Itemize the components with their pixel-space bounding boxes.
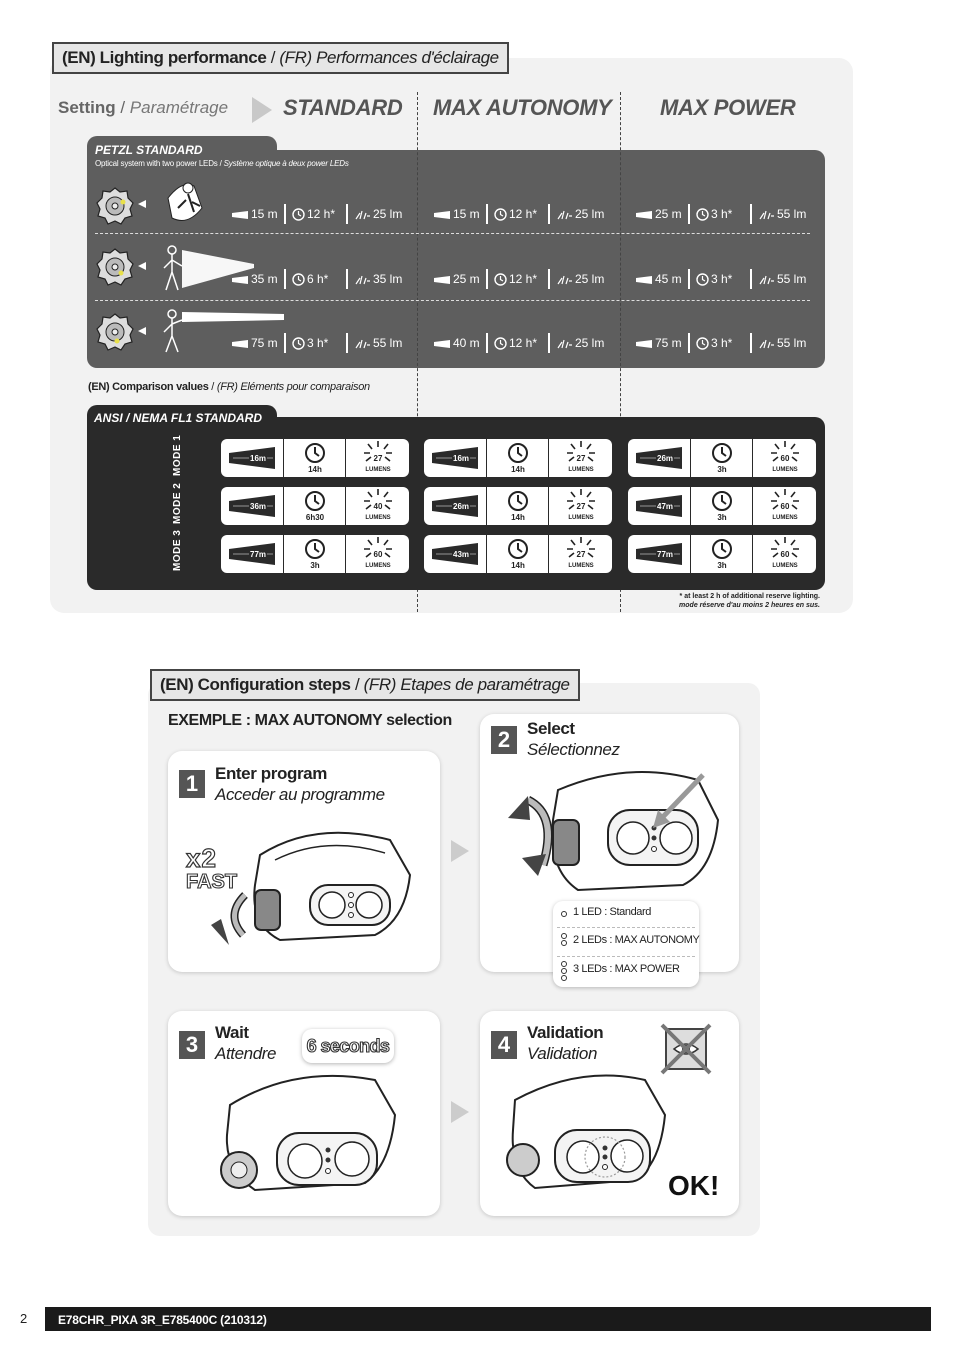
distance-value: 15 m: [232, 201, 278, 227]
led-option-3: 3 LEDs : MAX POWER: [573, 963, 680, 975]
performance-cell-group: [434, 330, 614, 356]
duration-badge: 14h: [486, 439, 549, 477]
pointer-icon: [138, 262, 146, 270]
beam-icon: [232, 211, 248, 219]
performance-cell-group: [434, 266, 614, 292]
led-separator: [557, 927, 695, 928]
clock-icon: [507, 538, 529, 560]
pointer-icon: [138, 200, 146, 208]
page-number: 2: [20, 1311, 28, 1326]
duration-value: 3 h*: [696, 266, 732, 292]
performance-cell-group: [434, 201, 614, 227]
next-step-arrow-icon: [451, 840, 469, 862]
clock-icon: [696, 337, 709, 350]
clock-icon: [292, 337, 305, 350]
ansi-badge-group: [424, 487, 612, 525]
lumen-badge: 60 LUMENS: [345, 535, 410, 573]
clock-icon: [711, 538, 733, 560]
lumen-icon: [354, 338, 370, 350]
step-1-number: 1: [179, 770, 205, 798]
distance-badge: 16m: [221, 439, 283, 477]
lamp-knob-icon: [96, 187, 134, 225]
distance-value: 45 m: [636, 266, 682, 292]
ansi-badge-group: [424, 535, 612, 573]
led-dot-icon: [561, 961, 567, 967]
play-arrow-icon: [252, 97, 272, 123]
beam-icon: [636, 211, 652, 219]
duration-value: 12 h*: [494, 330, 537, 356]
mode-heading-max-power: MAX POWER: [660, 95, 796, 120]
performance-cell-group: [232, 266, 412, 292]
distance-value: 35 m: [232, 266, 278, 292]
step-3-number: 3: [179, 1031, 205, 1059]
duration-badge: 3h: [283, 535, 346, 573]
duration-value: 12 h*: [494, 201, 537, 227]
next-step-arrow-icon: [451, 1101, 469, 1123]
lumen-value: 25 lm: [556, 266, 604, 292]
step-2-title-fr: Sélectionnez: [527, 740, 620, 759]
clock-icon: [696, 208, 709, 221]
ansi-badge-group: [221, 439, 409, 477]
lumen-icon: [556, 338, 572, 350]
lamp-knob-icon: [96, 313, 134, 351]
mode-heading-max-autonomy: MAX AUTONOMY: [433, 95, 612, 120]
clock-icon: [304, 490, 326, 512]
headlamp-illustration: [505, 1060, 675, 1205]
headlamp-illustration: [215, 1065, 425, 1205]
distance-value: 40 m: [434, 330, 480, 356]
duration-badge: 6h30: [283, 487, 346, 525]
step-2-title-en: Select: [527, 719, 575, 738]
lumen-value: 35 lm: [354, 266, 402, 292]
distance-badge: 77m: [221, 535, 283, 573]
beam-icon: [636, 276, 652, 284]
duration-value: 6 h*: [292, 266, 328, 292]
led-option-2: 2 LEDs : MAX AUTONOMY: [573, 934, 700, 946]
clock-icon: [696, 273, 709, 286]
performance-cell-group: [636, 201, 816, 227]
lumen-icon: [354, 274, 370, 286]
distance-value: 75 m: [636, 330, 682, 356]
pointer-icon: [138, 327, 146, 335]
duration-badge: 3h: [690, 535, 753, 573]
beam-icon: [434, 340, 450, 348]
performance-cell-group: [636, 330, 816, 356]
lumen-value: 25 lm: [556, 201, 604, 227]
lumen-badge: 27 LUMENS: [548, 487, 613, 525]
configuration-title: (EN) Configuration steps / (FR) Etapes de paramétrage: [150, 669, 580, 701]
beam-icon: [636, 340, 652, 348]
step-3-title-en: Wait: [215, 1023, 249, 1042]
distance-value: 25 m: [636, 201, 682, 227]
clock-icon: [507, 490, 529, 512]
beam-icon: [232, 340, 248, 348]
lumen-value: 25 lm: [556, 330, 604, 356]
led-legend-box: [553, 901, 699, 987]
step-4-number: 4: [491, 1031, 517, 1059]
ansi-badge-group: [221, 487, 409, 525]
duration-badge: 3h: [690, 487, 753, 525]
row-divider: [95, 233, 810, 234]
clock-icon: [494, 273, 507, 286]
no-look-warning-icon: [658, 1021, 714, 1077]
lumen-icon: [556, 274, 572, 286]
mode-3-label: MODE 3: [172, 529, 183, 571]
clock-icon: [304, 442, 326, 464]
mode-heading-standard: STANDARD: [283, 95, 403, 120]
step-2-number: 2: [491, 726, 517, 754]
distance-badge: 77m: [628, 535, 690, 573]
clock-icon: [292, 208, 305, 221]
led-option-1: 1 LED : Standard: [573, 906, 651, 918]
lumen-value: 55 lm: [354, 330, 402, 356]
beam-icon: [434, 276, 450, 284]
ansi-badge-group: [221, 535, 409, 573]
led-dot-icon: [561, 933, 567, 939]
example-label: EXEMPLE : MAX AUTONOMY selection: [168, 712, 452, 729]
lumen-value: 25 lm: [354, 201, 402, 227]
lumen-value: 55 lm: [758, 201, 806, 227]
setting-label: Setting / Paramétrage: [58, 98, 229, 117]
lumen-icon: [758, 209, 774, 221]
distance-value: 15 m: [434, 201, 480, 227]
six-seconds-badge: 6 seconds: [302, 1029, 394, 1063]
lumen-value: 55 lm: [758, 266, 806, 292]
document-code: E78CHR_PIXA 3R_E785400C (210312): [58, 1313, 267, 1327]
fast-label: FAST: [186, 871, 238, 893]
lumen-icon: [758, 338, 774, 350]
lumen-icon: [758, 274, 774, 286]
clock-icon: [711, 490, 733, 512]
reserve-footnote: * at least 2 h of additional reserve lighting. mode réserve d'au moins 2 heures en sus.: [679, 593, 820, 609]
duration-badge: 14h: [486, 535, 549, 573]
led-dot-icon: [561, 975, 567, 981]
distance-badge: 47m: [628, 487, 690, 525]
x2-label: x2: [186, 843, 217, 873]
comparison-label: (EN) Comparison values / (FR) Eléments pour comparaison: [88, 381, 370, 393]
clock-icon: [711, 442, 733, 464]
performance-cell-group: [232, 201, 412, 227]
performance-cell-group: [636, 266, 816, 292]
lumen-badge: 27 LUMENS: [548, 535, 613, 573]
distance-badge: 36m: [221, 487, 283, 525]
performance-cell-group: [232, 330, 412, 356]
ansi-badge-group: [628, 535, 816, 573]
duration-badge: 3h: [690, 439, 753, 477]
led-dot-icon: [561, 968, 567, 974]
lamp-knob-icon: [96, 248, 134, 286]
step-1-title-en: Enter program: [215, 764, 327, 783]
distance-value: 25 m: [434, 266, 480, 292]
step-4-title-fr: Validation: [527, 1044, 598, 1063]
ok-label: OK!: [668, 1170, 720, 1201]
duration-value: 3 h*: [696, 330, 732, 356]
ansi-standard-title: ANSI / NEMA FL1 STANDARD: [94, 411, 262, 425]
lumen-badge: 27 LUMENS: [345, 439, 410, 477]
duration-value: 12 h*: [292, 201, 335, 227]
lumen-icon: [556, 209, 572, 221]
led-dot-icon: [561, 911, 567, 917]
petzl-standard-title: PETZL STANDARD: [95, 143, 203, 157]
lumen-icon: [354, 209, 370, 221]
close-range-figure-icon: [158, 178, 218, 228]
lumen-badge: 60 LUMENS: [752, 439, 817, 477]
ansi-badge-group: [424, 439, 612, 477]
clock-icon: [292, 273, 305, 286]
step-4-title-en: Validation: [527, 1023, 604, 1042]
distance-badge: 26m: [424, 487, 486, 525]
ansi-badge-group: [628, 487, 816, 525]
step-1-title-fr: Acceder au programme: [215, 785, 385, 804]
duration-badge: 14h: [486, 487, 549, 525]
distance-badge: 43m: [424, 535, 486, 573]
led-separator: [557, 956, 695, 957]
duration-value: 3 h*: [696, 201, 732, 227]
clock-icon: [304, 538, 326, 560]
led-dot-icon: [561, 940, 567, 946]
clock-icon: [507, 442, 529, 464]
step-3-title-fr: Attendre: [215, 1044, 277, 1063]
performance-title: (EN) Lighting performance / (FR) Performances d'éclairage: [52, 42, 509, 74]
lumen-badge: 60 LUMENS: [752, 535, 817, 573]
ansi-badge-group: [628, 439, 816, 477]
headlamp-illustration: [205, 815, 420, 955]
clock-icon: [494, 337, 507, 350]
mode-2-label: MODE 2: [172, 482, 183, 524]
beam-icon: [434, 211, 450, 219]
lumen-badge: 40 LUMENS: [345, 487, 410, 525]
row-divider: [95, 300, 810, 301]
distance-badge: 16m: [424, 439, 486, 477]
lumen-value: 55 lm: [758, 330, 806, 356]
distance-value: 75 m: [232, 330, 278, 356]
clock-icon: [494, 208, 507, 221]
beam-icon: [232, 276, 248, 284]
headlamp-illustration: [498, 760, 728, 910]
duration-value: 3 h*: [292, 330, 328, 356]
distance-badge: 26m: [628, 439, 690, 477]
duration-badge: 14h: [283, 439, 346, 477]
mode-1-label: MODE 1: [172, 434, 183, 476]
lumen-badge: 27 LUMENS: [548, 439, 613, 477]
duration-value: 12 h*: [494, 266, 537, 292]
petzl-optical-subtitle: Optical system with two power LEDs / Système optique à deux power LEDs: [95, 159, 349, 168]
lumen-badge: 60 LUMENS: [752, 487, 817, 525]
